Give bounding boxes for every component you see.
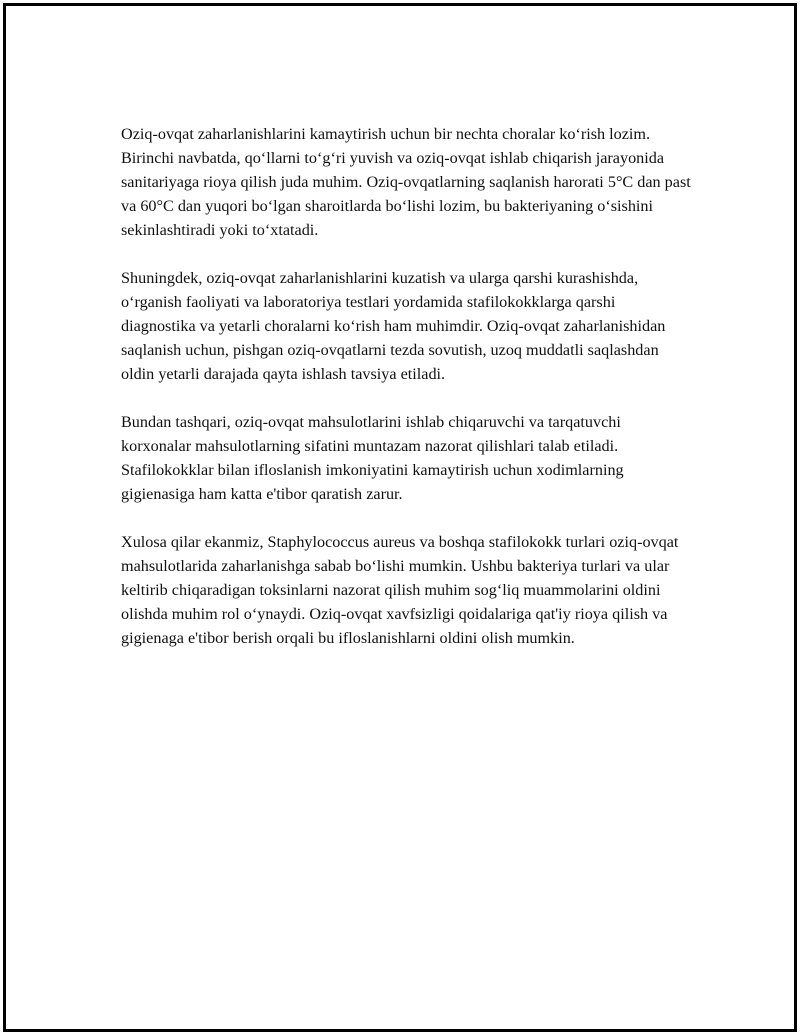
paragraph-2: Shuningdek, oziq-ovqat zaharlanishlarini kuzatish va ularga qarshi kurashishda, o‘rganish faoliyati va laboratoriya testlari yordamida stafilokokklarga qarshi diagnostika va yetarli choralarni ko‘rish ham muhimdir. Oziq-ovqat zaharlanishidan saqlanish uchun, pishgan oziq-ovqatlarni tezda sovutish, uzoq muddatli saqlashdan oldin yetarli darajada qayta ishlash tavsiya etiladi. xyxy=(121,269,666,383)
document-body xyxy=(121,122,691,674)
paragraph-4: Xulosa qilar ekanmiz, Staphylococcus aureus va boshqa stafilokokk turlari oziq-ovqat mahsulotlarida zaharlanishga sabab bo‘lishi mumkin. Ushbu bakteriya turlari va ular keltirib chiqaradigan toksinlarni nazorat qilish muhim sog‘liq muammolarini oldini olishda muhim rol o‘ynaydi. Oziq-ovqat xavfsizligi qoidalariga qat'iy rioya qilish va gigienaga e'tibor berish orqali bu ifloslanishlarni oldini olish mumkin. xyxy=(121,533,679,647)
page-frame xyxy=(3,3,797,1032)
paragraph-3: Bundan tashqari, oziq-ovqat mahsulotlarini ishlab chiqaruvchi va tarqatuvchi korxonalar mahsulotlarning sifatini muntazam nazorat qilishlari talab etiladi. Stafilokokklar bilan ifloslanish imkoniyatini kamaytirish uchun xodimlarning gigienasiga ham katta e'tibor qaratish zarur. xyxy=(121,413,624,503)
paragraph-1: Oziq-ovqat zaharlanishlarini kamaytirish uchun bir nechta choralar ko‘rish lozim. Birinchi navbatda, qo‘llarni to‘g‘ri yuvish va oziq-ovqat ishlab chiqarish jarayonida sanitariyaga rioya qilish juda muhim. Oziq-ovqatlarning saqlanish harorati 5°C dan past va 60°C dan yuqori bo‘lgan sharoitlarda bo‘lishi lozim, bu bakteriyaning o‘sishini sekinlashtiradi yoki to‘xtatadi. xyxy=(121,125,691,239)
